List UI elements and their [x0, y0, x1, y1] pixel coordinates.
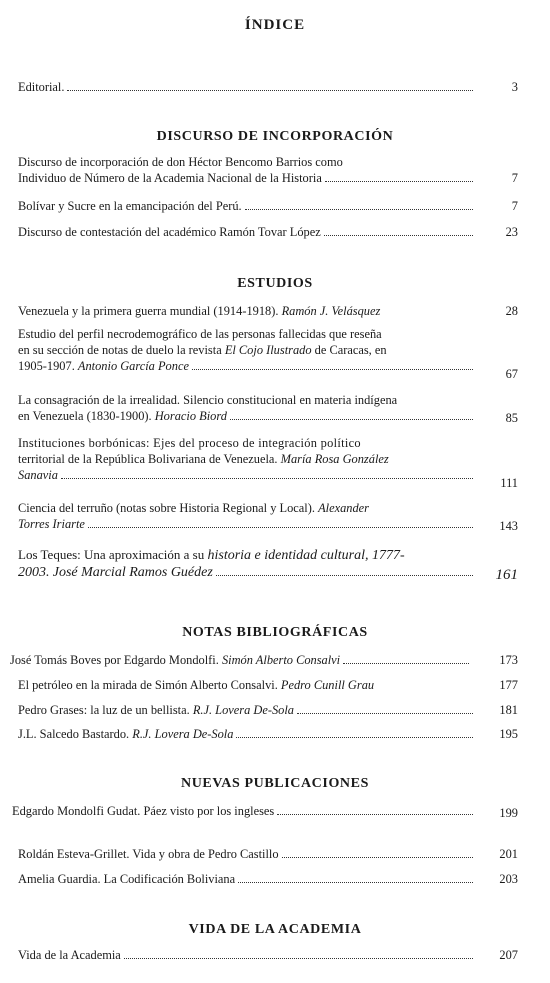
- toc-entry: Ciencia del terruño (notas sobre Historia Regional y Local). Alexander Torres Iriarte 143: [18, 501, 518, 533]
- page-number: 23: [505, 225, 518, 239]
- dot-leader: [230, 419, 473, 420]
- dot-leader: [192, 369, 473, 370]
- toc-entry: Venezuela y la primera guerra mundial (1914-1918). Ramón J. Velásquez 28: [18, 304, 518, 318]
- journal-title: El Cojo Ilustrado: [224, 343, 312, 357]
- toc-entry: José Tomás Boves por Edgardo Mondolfi. Simón Alberto Consalvi 173: [10, 653, 518, 667]
- toc-entry-editorial: Editorial. 3: [18, 80, 518, 94]
- toc-entry: Pedro Grases: la luz de un bellista. R.J. Lovera De-Sola 181: [18, 703, 518, 717]
- section-heading-nuevas: NUEVAS PUBLICACIONES: [181, 776, 369, 791]
- dot-leader: [325, 181, 473, 182]
- page-number: 111: [500, 476, 518, 490]
- dot-leader: [297, 713, 473, 714]
- page-number: 161: [495, 567, 518, 583]
- page-number: 173: [499, 653, 518, 667]
- author: Antonio García Ponce: [77, 359, 189, 373]
- dot-leader: [277, 814, 473, 815]
- dot-leader: [282, 857, 473, 858]
- page-number: 201: [499, 847, 518, 861]
- author: Torres Iriarte: [18, 517, 85, 531]
- page-number: 177: [499, 678, 518, 692]
- author: R.J. Lovera De-Sola: [132, 727, 234, 741]
- page-number: 203: [499, 872, 518, 886]
- handwritten-text: historia e identidad cultural, 1777-: [207, 548, 405, 563]
- page-number: 3: [511, 80, 518, 94]
- dot-leader: [236, 737, 473, 738]
- page-number: 7: [511, 171, 518, 185]
- page-number: 85: [505, 411, 518, 425]
- toc-entry: Edgardo Mondolfi Gudat. Páez visto por los ingleses 199: [12, 804, 518, 820]
- page-number: 7: [511, 199, 518, 213]
- toc-entry: Los Teques: Una aproximación a su historia e identidad cultural, 1777- 2003. José Marcial Ramos Guédez 161: [18, 547, 518, 583]
- dot-leader: [216, 575, 473, 576]
- dot-leader: [343, 663, 469, 664]
- toc-entry: Estudio del perfil necrodemográfico de las personas fallecidas que reseña en su sección de notas de duelo la revista El Cojo Ilustrado de Caracas, en 1905-1907. Antonio García Ponce 67: [18, 327, 518, 381]
- author: R.J. Lovera De-Sola: [192, 703, 294, 717]
- author: Alexander: [318, 501, 369, 515]
- page-number: 143: [499, 519, 518, 533]
- toc-entry: El petróleo en la mirada de Simón Alberto Consalvi. Pedro Cunill Grau 177: [18, 678, 518, 692]
- page-number: 181: [499, 703, 518, 717]
- page-number: 195: [499, 727, 518, 741]
- toc-entry: Amelia Guardia. La Codificación Boliviana 203: [18, 872, 518, 886]
- toc-entry: La consagración de la irrealidad. Silencio constitucional en materia indígena en Venezuela (1830-1900). Horacio Biord 85: [18, 393, 518, 425]
- author: Ramón J. Velásquez: [281, 304, 381, 318]
- author: Pedro Cunill Grau: [280, 678, 375, 692]
- toc-entry: Bolívar y Sucre en la emancipación del Perú. 7: [18, 199, 518, 213]
- toc-entry: Roldán Esteva-Grillet. Vida y obra de Pedro Castillo 201: [18, 847, 518, 861]
- author: Simón Alberto Consalvi: [221, 653, 341, 667]
- author: Horacio Biord: [154, 409, 227, 423]
- dot-leader: [61, 478, 473, 479]
- author: María Rosa González: [280, 452, 389, 466]
- section-heading-notas: NOTAS BIBLIOGRÁFICAS: [182, 625, 368, 640]
- author: José Marcial Ramos Guédez: [52, 565, 213, 580]
- toc-entry: Vida de la Academia 207: [18, 948, 518, 962]
- page-title: ÍNDICE: [244, 17, 306, 33]
- dot-leader: [238, 882, 473, 883]
- author: Sanavia: [18, 468, 58, 482]
- dot-leader: [88, 527, 473, 528]
- dot-leader: [124, 958, 473, 959]
- section-heading-estudios: ESTUDIOS: [237, 276, 313, 291]
- toc-entry: J.L. Salcedo Bastardo. R.J. Lovera De-Sola 195: [18, 727, 518, 741]
- toc-entry: Discurso de incorporación de don Héctor Bencomo Barrios como Individuo de Número de la Academia Nacional de la Historia 7: [18, 155, 518, 185]
- page-number: 207: [499, 948, 518, 962]
- toc-entry: Discurso de contestación del académico Ramón Tovar López 23: [18, 225, 518, 239]
- section-heading-vida: VIDA DE LA ACADEMIA: [188, 922, 362, 937]
- toc-entry: Instituciones borbónicas: Ejes del proceso de integración político territorial de la República Bolivariana de Venezuela. María Rosa González Sanavia 111: [18, 436, 518, 490]
- page-number: 67: [505, 367, 518, 381]
- dot-leader: [67, 90, 473, 91]
- page-number: 28: [505, 304, 518, 318]
- page-number: 199: [499, 806, 518, 820]
- section-heading-discurso: DISCURSO DE INCORPORACIÓN: [156, 129, 394, 144]
- dot-leader: [245, 209, 473, 210]
- dot-leader: [324, 235, 473, 236]
